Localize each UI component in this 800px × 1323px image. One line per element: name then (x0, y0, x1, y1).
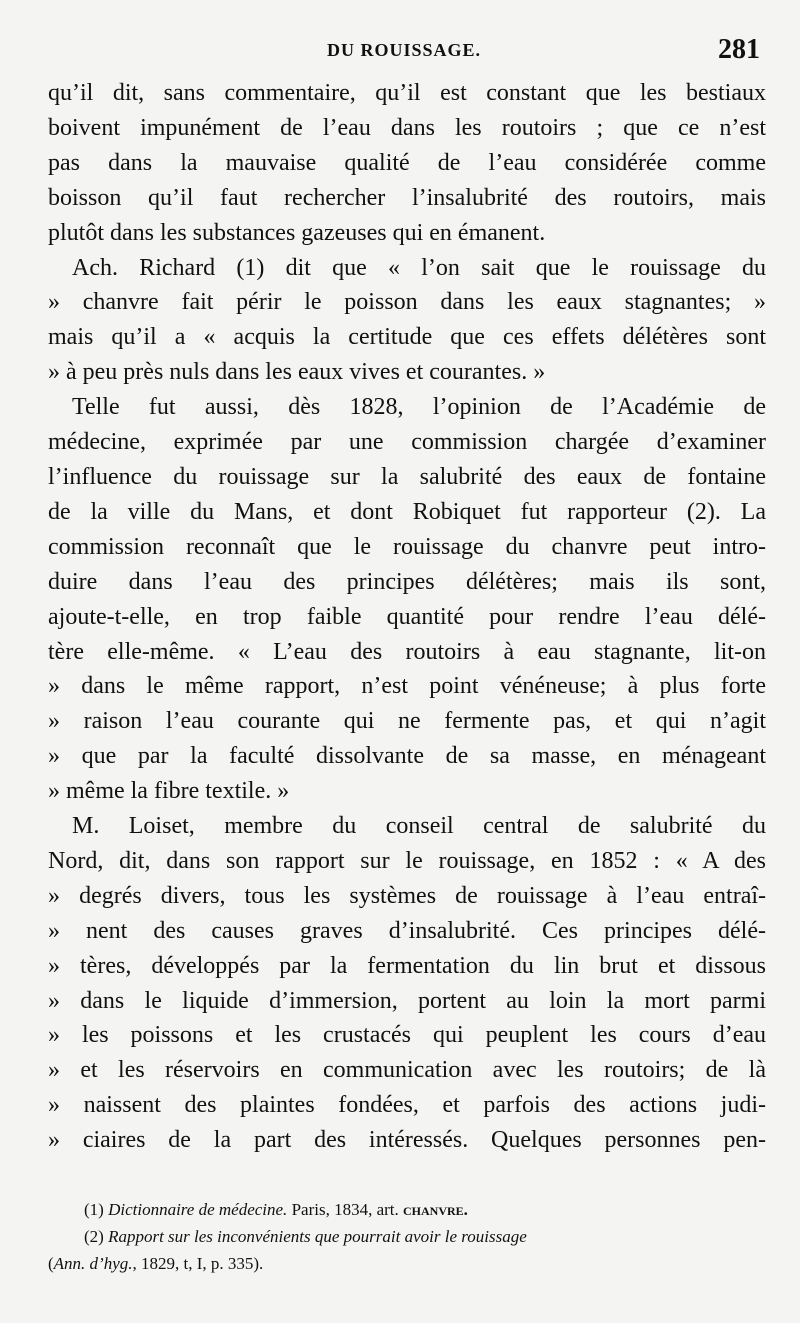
footnote-title: Rapport sur les inconvénients que pourrait avoir le rouissage (108, 1227, 527, 1246)
text-line: » naissent des plaintes fondées, et parfois des actions judi- (48, 1092, 766, 1119)
text-line: Nord, dit, dans son rapport sur le rouissage, en 1852 : « A des (48, 847, 766, 874)
text-line: ajoute-t-elle, en trop faible quantité pour rendre l’eau délé- (48, 603, 766, 630)
text-line: Telle fut aussi, dès 1828, l’opinion de l’Académie de (72, 394, 766, 421)
footnote-journal: Ann. d’hyg. (53, 1254, 133, 1273)
text-line: » ciaires de la part des intéressés. Quelques personnes pen- (48, 1127, 766, 1154)
text-line: pas dans la mauvaise qualité de l’eau considérée comme (48, 149, 766, 176)
paragraph-1 (48, 76, 766, 251)
footnote-1 (48, 1196, 766, 1223)
text-line: » raison l’eau courante qui ne fermente pas, et qui n’agit (48, 708, 766, 735)
text-line: » chanvre fait périr le poisson dans les eaux stagnantes; » (48, 289, 766, 316)
text-line: boivent impunément de l’eau dans les routoirs ; que ce n’est (48, 114, 766, 141)
text-line: duire dans l’eau des principes délétères; mais ils sont, (48, 568, 766, 595)
text-line: médecine, exprimée par une commission chargée d’examiner (48, 429, 766, 456)
text-line: mais qu’il a « acquis la certitude que ces effets délétères sont (48, 324, 766, 351)
paragraph-2 (48, 251, 766, 391)
footnote-term: chanvre. (403, 1200, 468, 1219)
body-text (48, 76, 766, 1158)
text-line: M. Loiset, membre du conseil central de salubrité du (72, 813, 766, 840)
text-line: boisson qu’il faut rechercher l’insalubrité des routoirs, mais (48, 184, 766, 211)
text-line: » dans le même rapport, n’est point vénéneuse; à plus forte (48, 673, 766, 700)
text-line: » degrés divers, tous les systèmes de rouissage à l’eau entraî- (48, 882, 766, 909)
text-line: » et les réservoirs en communication avec les routoirs; de là (48, 1057, 766, 1084)
text-line: Ach. Richard (1) dit que « l’on sait que le rouissage du (72, 254, 766, 281)
text-line: tère elle-même. « L’eau des routoirs à eau stagnante, lit-on (48, 638, 766, 665)
footnote-mark: (2) (84, 1227, 104, 1246)
text-line: de la ville du Mans, et dont Robiquet fut rapporteur (2). La (48, 498, 766, 525)
text-line: » dans le liquide d’immersion, portent au loin la mort parmi (48, 987, 766, 1014)
text-line: commission reconnaît que le rouissage du chanvre peut intro- (48, 533, 766, 560)
text-line: l’influence du rouissage sur la salubrité des eaux de fontaine (48, 463, 766, 490)
footnote-2 (48, 1223, 766, 1250)
running-title: DU ROUISSAGE. (326, 40, 482, 60)
page-number: 281 (718, 34, 760, 65)
footnote-mark: (1) (84, 1200, 104, 1219)
text-line: » même la fibre textile. » (48, 778, 290, 805)
paragraph-3 (48, 390, 766, 809)
footnote-text: Paris, 1834, art. (287, 1200, 403, 1219)
text-line: » les poissons et les crustacés qui peuplent les cours d’eau (48, 1022, 766, 1049)
text-line: » à peu près nuls dans les eaux vives et courantes. » (48, 359, 546, 386)
footnote-text: , 1829, t, I, p. 335). (132, 1254, 264, 1273)
footnote-title: Dictionnaire de médecine. (108, 1200, 288, 1219)
running-head (48, 34, 760, 68)
text-line: » que par la faculté dissolvante de sa masse, en ménageant (48, 743, 766, 770)
text-line: plutôt dans les substances gazeuses qui en émanent. (48, 219, 546, 246)
text-line: qu’il dit, sans commentaire, qu’il est constant que les bestiaux (48, 80, 766, 106)
text-line: » tères, développés par la fermentation du lin brut et dissous (48, 952, 766, 979)
paragraph-4 (48, 809, 766, 1158)
footnote-2-continuation: (Ann. d’hyg., 1829, t, I, p. 335). (48, 1254, 264, 1273)
text-line: » nent des causes graves d’insalubrité. Ces principes délé- (48, 917, 766, 944)
footnotes (48, 1196, 766, 1277)
